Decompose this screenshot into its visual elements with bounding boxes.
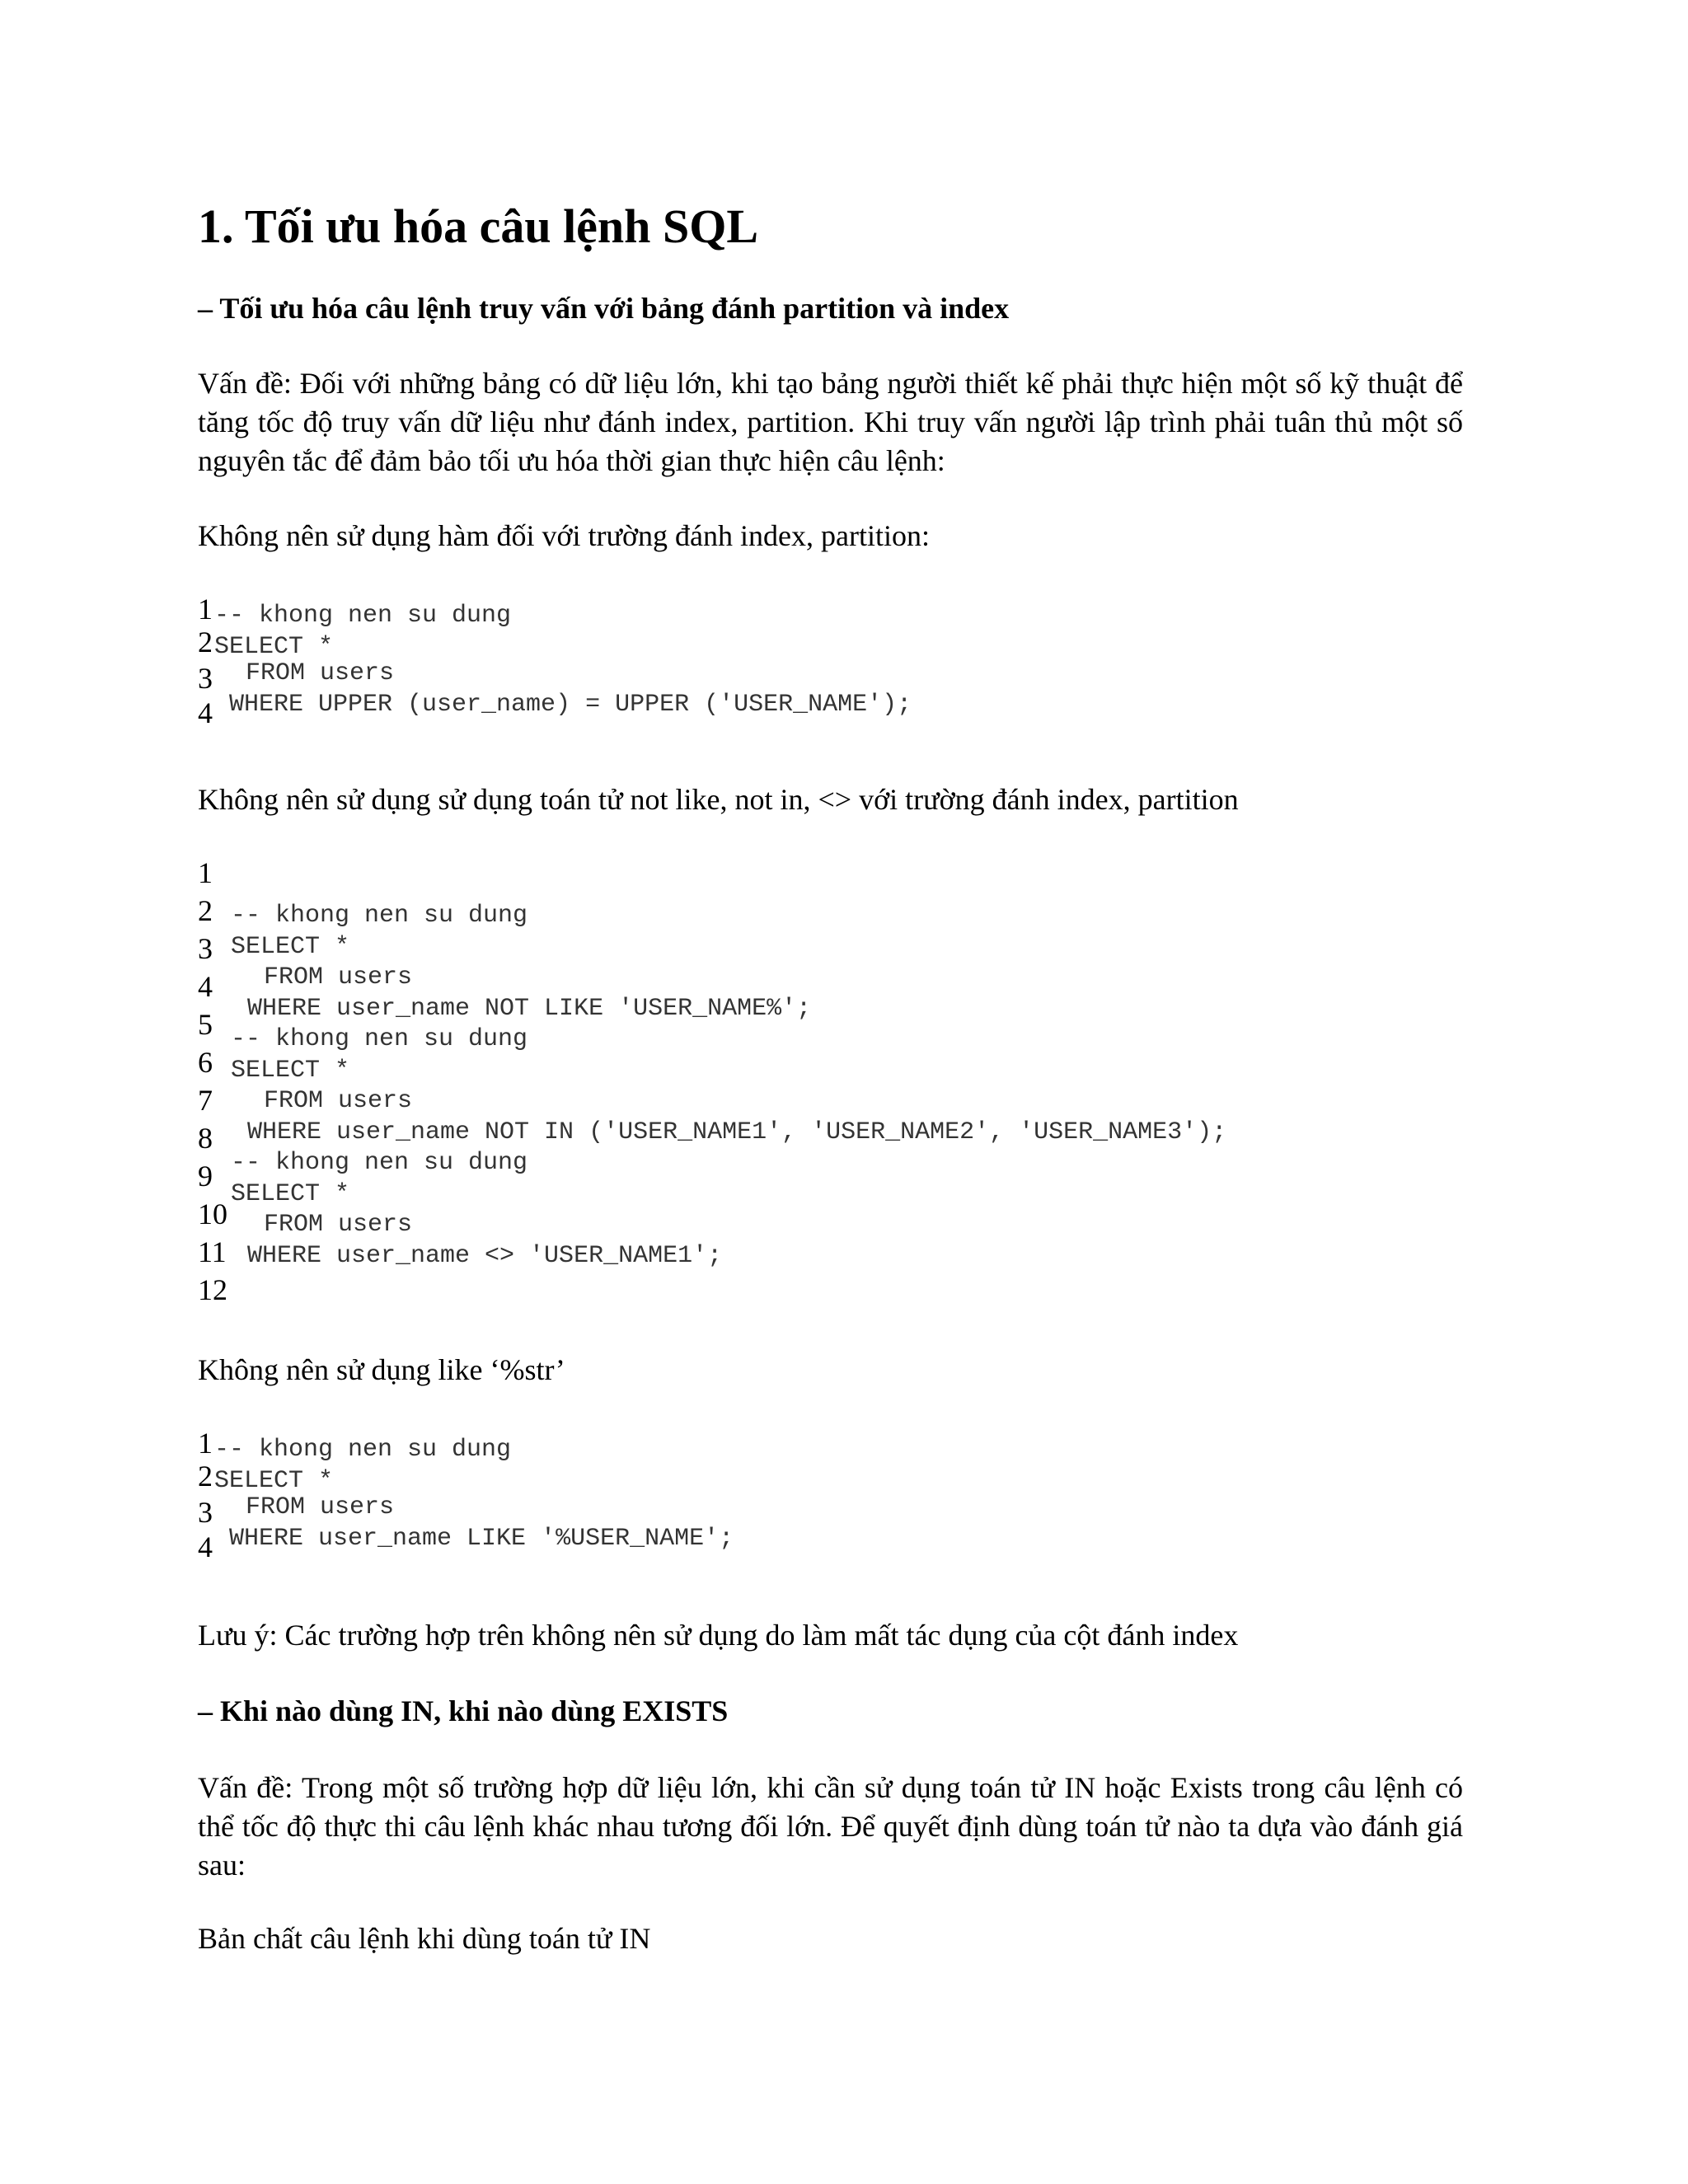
- problem-paragraph: Vấn đề: Đối với những bảng có dữ liệu lớn, khi tạo bảng người thiết kế phải thực hiện một số kỹ thuật để tăng tốc độ truy vấn dữ liệu như đánh index, partition. Khi truy vấn người lập trình phải tuân thủ một số nguyên tắc để đảm bảo tối ưu hóa thời gian thực hiện câu lệnh:: [198, 367, 1463, 477]
- code-text: WHERE user_name LIKE '%USER_NAME';: [229, 1525, 734, 1553]
- code-text: WHERE user_name NOT LIKE 'USER_NAME%';: [247, 995, 812, 1023]
- line-number: 8: [198, 1122, 213, 1155]
- line-number: 2: [198, 626, 213, 658]
- section-heading-in-exists: – Khi nào dùng IN, khi nào dùng EXISTS: [198, 1694, 729, 1727]
- line-number: 1: [198, 593, 213, 626]
- line-number: 9: [198, 1160, 213, 1193]
- line-number: 2: [198, 1460, 213, 1493]
- line-number: 2: [198, 894, 213, 927]
- code-text: SELECT *: [231, 1180, 350, 1208]
- code-text: -- khong nen su dung: [231, 1149, 528, 1177]
- line-number: 5: [198, 1008, 213, 1041]
- code-text: -- khong nen su dung: [231, 1025, 528, 1053]
- code-block-like: [198, 1427, 1434, 1576]
- line-number: 3: [198, 662, 213, 695]
- code-text: SELECT *: [214, 633, 334, 661]
- code-text: -- khong nen su dung: [214, 1436, 512, 1464]
- code-block-negation: [198, 857, 1434, 1319]
- code-text: -- khong nen su dung: [214, 602, 512, 630]
- section-heading-partition-index: – Tối ưu hóa câu lệnh truy vấn với bảng đánh partition và index: [198, 292, 1010, 325]
- line-number: 4: [198, 1530, 213, 1563]
- problem-paragraph-in-exists: Vấn đề: Trong một số trường hợp dữ liệu lớn, khi cần sử dụng toán tử IN hoặc Exists trong câu lệnh có thể tốc độ thực thi câu lệnh khác nhau tương đối lớn. Để quyết định dùng toán tử nào ta dựa vào đánh giá sau:: [198, 1771, 1463, 1882]
- line-number: 4: [198, 696, 213, 729]
- rule-no-negation-operators: Không nên sử dụng sử dụng toán tử not like, not in, <> với trường đánh index, partition: [198, 783, 1239, 816]
- line-number: 12: [198, 1273, 227, 1306]
- in-operator-line: Bản chất câu lệnh khi dùng toán tử IN: [198, 1922, 651, 1955]
- code-text: WHERE user_name NOT IN ('USER_NAME1', 'USER_NAME2', 'USER_NAME3');: [247, 1118, 1227, 1146]
- code-text: SELECT *: [231, 933, 350, 961]
- line-number: 3: [198, 1496, 213, 1529]
- code-text: WHERE user_name <> 'USER_NAME1';: [247, 1242, 723, 1270]
- line-number: 1: [198, 856, 213, 889]
- line-number: 7: [198, 1084, 213, 1117]
- code-text: FROM users: [264, 1087, 413, 1115]
- line-number: 10: [198, 1197, 227, 1230]
- line-number: 1: [198, 1427, 213, 1460]
- code-text: FROM users: [246, 659, 395, 687]
- code-text: SELECT *: [214, 1467, 334, 1495]
- code-block-upper: [198, 593, 1434, 742]
- code-text: SELECT *: [231, 1057, 350, 1085]
- line-number: 3: [198, 932, 213, 965]
- rule-no-functions: Không nên sử dụng hàm đối với trường đánh index, partition:: [198, 519, 930, 552]
- line-number: 4: [198, 970, 213, 1003]
- rule-no-leading-wildcard: Không nên sử dụng like ‘%str’: [198, 1353, 565, 1386]
- code-text: WHERE UPPER (user_name) = UPPER ('USER_NAME');: [229, 691, 912, 719]
- code-text: FROM users: [264, 1211, 413, 1239]
- note-line: Lưu ý: Các trường hợp trên không nên sử dụng do làm mất tác dụng của cột đánh index: [198, 1619, 1239, 1652]
- page-title: 1. Tối ưu hóa câu lệnh SQL: [198, 199, 758, 253]
- line-number: 6: [198, 1046, 213, 1079]
- code-text: FROM users: [264, 963, 413, 991]
- line-number: 11: [198, 1235, 227, 1268]
- code-text: -- khong nen su dung: [231, 902, 528, 930]
- code-text: FROM users: [246, 1493, 395, 1521]
